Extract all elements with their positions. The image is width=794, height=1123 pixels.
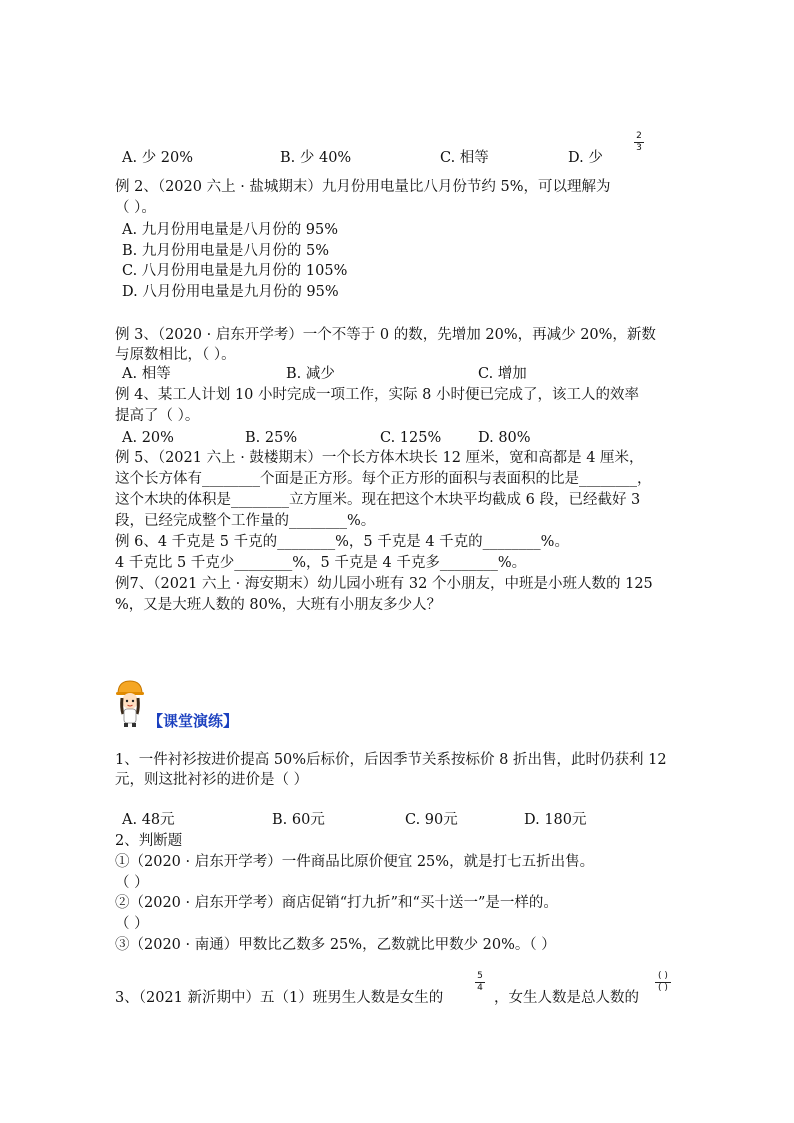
judge-question-2: ②（2020 · 启东开学考）商店促销“打九折”和“买十送一”是一样的。 bbox=[115, 895, 558, 911]
example5-line1: 例 5、（2021 六上 · 鼓楼期末）一个长方体木块长 12 厘米，宽和高都是 4 厘米， bbox=[115, 450, 644, 466]
example1-option-b: B. 少 40% bbox=[280, 150, 352, 166]
example3-option-c: C. 增加 bbox=[478, 366, 527, 382]
example1-option-c: C. 相等 bbox=[440, 150, 489, 166]
fraction-numerator: 5 bbox=[477, 971, 483, 981]
example4-option-d: D. 80% bbox=[478, 430, 531, 446]
practice2-title: 2、判断题 bbox=[115, 833, 183, 849]
example5-line2: 这个长方体有________个面是正方形。每个正方形的面积与表面积的比是________， bbox=[115, 471, 652, 487]
fraction-five-fourths bbox=[475, 972, 485, 993]
judge-answer-blank-1: （ ） bbox=[115, 875, 149, 891]
practice1-option-a: A. 48元 bbox=[122, 812, 175, 828]
example2-answer-blank: （ ）。 bbox=[115, 200, 156, 216]
example3-option-a: A. 相等 bbox=[122, 366, 171, 382]
student-mascot-icon bbox=[112, 678, 148, 728]
example7-line1: 例7、（2021 六上 · 海安期末）幼儿园小班有 32 个小朋友，中班是小班人数的 125 bbox=[115, 576, 653, 592]
example1-option-d: D. 少 bbox=[568, 150, 603, 166]
example3-stem-cont: 与原数相比，（ ）。 bbox=[115, 347, 236, 363]
example2-option-c: C. 八月份用电量是九月份的 105% bbox=[122, 263, 348, 279]
fraction-numerator-blank: ( ) bbox=[658, 971, 668, 981]
fraction-two-thirds bbox=[634, 132, 644, 153]
practice1-option-b: B. 60元 bbox=[272, 812, 325, 828]
practice1-line2: 元，则这批衬衫的进价是（ ） bbox=[115, 772, 309, 788]
fraction-denominator: 3 bbox=[636, 143, 642, 153]
section-heading-classroom-practice: 【课堂演练】 bbox=[148, 712, 239, 730]
practice1-option-c: C. 90元 bbox=[405, 812, 458, 828]
example2-option-a: A. 九月份用电量是八月份的 95% bbox=[122, 222, 339, 238]
example6-line2: 4 千克比 5 千克少________%，5 千克是 4 千克多________%。 bbox=[115, 555, 527, 571]
fraction-numerator: 2 bbox=[636, 131, 642, 141]
example2-option-d: D. 八月份用电量是九月份的 95% bbox=[122, 284, 339, 300]
example2-stem: 例 2、（2020 六上 · 盐城期末）九月份用电量比八月份节约 5%，可以理解为 bbox=[115, 179, 611, 195]
fraction-denominator-blank: ( ) bbox=[658, 983, 668, 993]
judge-question-3: ③（2020 · 南通）甲数比乙数多 25%，乙数就比甲数少 20%。（ ） bbox=[115, 937, 556, 953]
example2-option-b: B. 九月份用电量是八月份的 5% bbox=[122, 243, 329, 259]
judge-answer-blank-2: （ ） bbox=[115, 916, 149, 932]
example5-line3: 这个木块的体积是________立方厘米。现在把这个木块平均截成 6 段，已经截好 3 bbox=[115, 492, 641, 508]
example4-option-a: A. 20% bbox=[122, 430, 174, 446]
example4-option-b: B. 25% bbox=[245, 430, 298, 446]
example4-option-c: C. 125% bbox=[380, 430, 442, 446]
practice1-line1: 1、一件衬衫按进价提高 50%后标价，后因季节关系按标价 8 折出售，此时仍获利 12 bbox=[115, 752, 667, 768]
fraction-denominator: 4 bbox=[477, 983, 483, 993]
example3-stem: 例 3、（2020 · 启东开学考）一个不等于 0 的数，先增加 20%，再减少 20%，新数 bbox=[115, 327, 656, 343]
example3-option-b: B. 减少 bbox=[286, 366, 335, 382]
practice1-option-d: D. 180元 bbox=[524, 812, 587, 828]
example6-line1: 例 6、4 千克是 5 千克的________%，5 千克是 4 千克的________%。 bbox=[115, 534, 569, 550]
example4-stem-cont: 提高了（ ）。 bbox=[115, 408, 200, 424]
fraction-answer-blank bbox=[655, 972, 671, 993]
judge-question-1: ①（2020 · 启东开学考）一件商品比原价便宜 25%，就是打七五折出售。 bbox=[115, 854, 595, 870]
example4-stem: 例 4、某工人计划 10 小时完成一项工作，实际 8 小时便已完成了，该工人的效率 bbox=[115, 387, 639, 403]
example1-option-a: A. 少 20% bbox=[122, 150, 194, 166]
example7-line2: %，又是大班人数的 80%，大班有小朋友多少人？ bbox=[115, 597, 442, 613]
example5-line4: 段，已经完成整个工作量的________%。 bbox=[115, 513, 376, 529]
practice3-text-b: ，女生人数是总人数的 bbox=[494, 990, 639, 1006]
practice3-text-a: 3、（2021 新沂期中）五（1）班男生人数是女生的 bbox=[115, 990, 444, 1006]
